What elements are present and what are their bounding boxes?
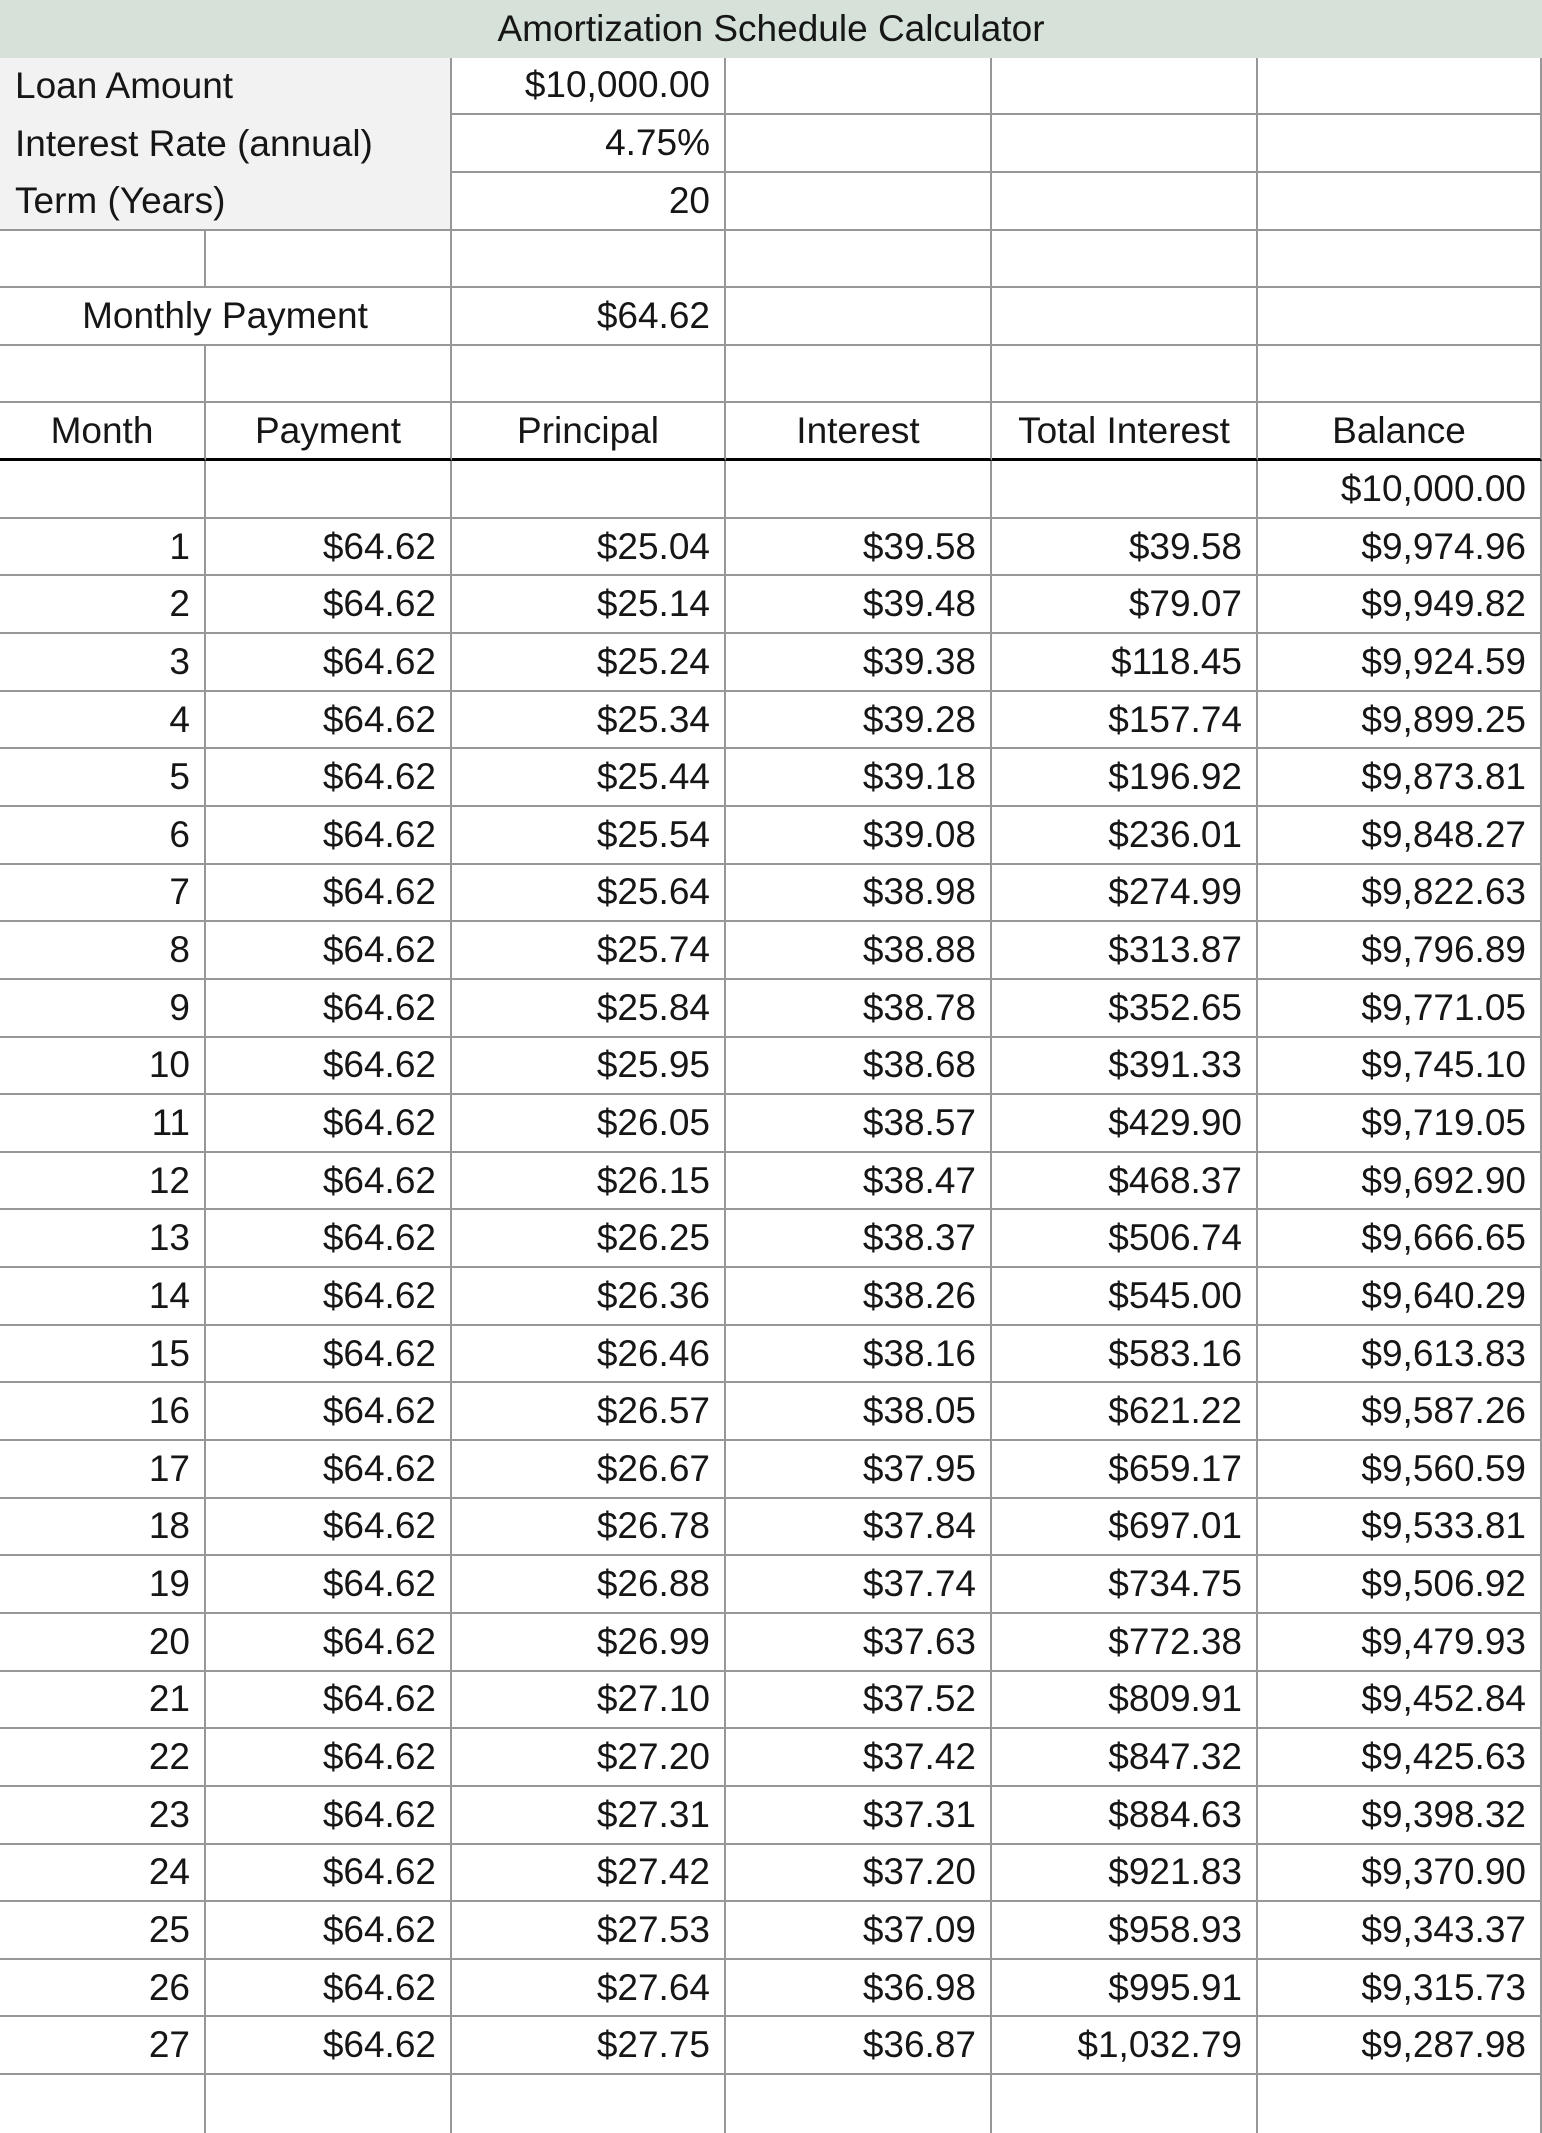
interest-cell: $38.57 [726,1095,992,1153]
empty-cell [992,173,1258,231]
payment-cell: $64.62 [206,1845,452,1903]
table-row [0,1383,1542,1441]
total-interest-cell: $958.93 [992,1902,1258,1960]
interest-cell: $37.84 [726,1499,992,1557]
input-row-term [0,173,1542,231]
empty-cell [0,2075,206,2133]
balance-cell: $9,745.10 [1258,1038,1542,1096]
table-header-row [0,403,1542,461]
month-cell: 5 [0,749,206,807]
month-cell: 7 [0,865,206,923]
payment-cell: $64.62 [206,634,452,692]
principal-cell: $25.14 [452,576,726,634]
total-interest-cell: $352.65 [992,980,1258,1038]
month-cell: 13 [0,1210,206,1268]
empty-cell [206,2075,452,2133]
payment-cell: $64.62 [206,1095,452,1153]
loan-amount-label: Loan Amount [0,58,452,116]
month-cell: 14 [0,1268,206,1326]
empty-cell [726,288,992,346]
month-cell: 16 [0,1383,206,1441]
total-interest-cell: $196.92 [992,749,1258,807]
payment-cell: $64.62 [206,1729,452,1787]
payment-cell: $64.62 [206,1672,452,1730]
total-interest-cell: $118.45 [992,634,1258,692]
total-interest-cell: $734.75 [992,1556,1258,1614]
page-title: Amortization Schedule Calculator [0,0,1542,58]
balance-cell: $9,343.37 [1258,1902,1542,1960]
payment-cell: $64.62 [206,1268,452,1326]
empty-cell [206,461,452,519]
table-row [0,1672,1542,1730]
interest-cell: $38.78 [726,980,992,1038]
balance-cell: $9,771.05 [1258,980,1542,1038]
empty-cell [1258,58,1542,116]
spacer-row [0,231,1542,289]
empty-cell [1258,231,1542,289]
table-row [0,1038,1542,1096]
month-cell: 2 [0,576,206,634]
empty-cell [1258,2075,1542,2133]
interest-cell: $36.98 [726,1960,992,2018]
total-interest-cell: $659.17 [992,1441,1258,1499]
payment-cell: $64.62 [206,519,452,577]
balance-cell: $9,315.73 [1258,1960,1542,2018]
payment-cell: $64.62 [206,1787,452,1845]
table-row [0,519,1542,577]
balance-cell: $9,370.90 [1258,1845,1542,1903]
balance-cell: $9,666.65 [1258,1210,1542,1268]
column-header-month: Month [0,403,206,461]
empty-cell [0,231,206,289]
empty-cell [452,346,726,404]
total-interest-cell: $79.07 [992,576,1258,634]
payment-cell: $64.62 [206,1153,452,1211]
monthly-payment-label: Monthly Payment [0,288,452,346]
month-cell: 12 [0,1153,206,1211]
interest-cell: $38.16 [726,1326,992,1384]
principal-cell: $26.57 [452,1383,726,1441]
empty-cell [726,346,992,404]
payment-cell: $64.62 [206,749,452,807]
monthly-payment-row [0,288,1542,346]
loan-amount-value[interactable]: $10,000.00 [452,58,726,116]
month-cell: 11 [0,1095,206,1153]
payment-cell: $64.62 [206,865,452,923]
payment-cell: $64.62 [206,1960,452,2018]
empty-cell [452,461,726,519]
balance-cell: $9,848.27 [1258,807,1542,865]
month-cell: 4 [0,692,206,750]
column-header-balance: Balance [1258,403,1542,461]
empty-cell [726,231,992,289]
principal-cell: $25.84 [452,980,726,1038]
balance-cell: $9,692.90 [1258,1153,1542,1211]
column-header-payment: Payment [206,403,452,461]
total-interest-cell: $583.16 [992,1326,1258,1384]
title-row [0,0,1542,58]
balance-cell: $9,974.96 [1258,519,1542,577]
principal-cell: $26.99 [452,1614,726,1672]
total-interest-cell: $697.01 [992,1499,1258,1557]
balance-cell: $9,587.26 [1258,1383,1542,1441]
balance-cell: $9,640.29 [1258,1268,1542,1326]
table-row [0,865,1542,923]
principal-cell: $26.78 [452,1499,726,1557]
total-interest-cell: $506.74 [992,1210,1258,1268]
payment-cell: $64.62 [206,922,452,980]
empty-cell [452,2075,726,2133]
interest-cell: $38.88 [726,922,992,980]
principal-cell: $26.88 [452,1556,726,1614]
month-cell: 19 [0,1556,206,1614]
payment-cell: $64.62 [206,1499,452,1557]
table-row [0,749,1542,807]
table-row [0,1499,1542,1557]
table-row [0,1153,1542,1211]
total-interest-cell: $236.01 [992,807,1258,865]
principal-cell: $26.36 [452,1268,726,1326]
total-interest-cell: $274.99 [992,865,1258,923]
principal-cell: $25.95 [452,1038,726,1096]
balance-cell: $9,613.83 [1258,1326,1542,1384]
empty-cell [992,346,1258,404]
table-row [0,1960,1542,2018]
balance-cell: $9,533.81 [1258,1499,1542,1557]
month-cell: 25 [0,1902,206,1960]
payment-cell: $64.62 [206,1038,452,1096]
month-cell: 17 [0,1441,206,1499]
payment-cell: $64.62 [206,1210,452,1268]
interest-cell: $37.20 [726,1845,992,1903]
total-interest-cell: $39.58 [992,519,1258,577]
month-cell: 20 [0,1614,206,1672]
month-cell: 23 [0,1787,206,1845]
table-row [0,1095,1542,1153]
interest-cell: $37.95 [726,1441,992,1499]
table-row [0,1441,1542,1499]
table-row [0,1210,1542,1268]
empty-cell [726,58,992,116]
total-interest-cell: $772.38 [992,1614,1258,1672]
empty-cell [726,2075,992,2133]
table-row [0,1729,1542,1787]
column-header-principal: Principal [452,403,726,461]
interest-cell: $38.05 [726,1383,992,1441]
principal-cell: $27.20 [452,1729,726,1787]
interest-cell: $39.28 [726,692,992,750]
payment-cell: $64.62 [206,807,452,865]
total-interest-cell: $157.74 [992,692,1258,750]
empty-cell [1258,346,1542,404]
payment-cell: $64.62 [206,1902,452,1960]
principal-cell: $27.75 [452,2017,726,2075]
balance-cell: $9,924.59 [1258,634,1542,692]
column-header-interest: Interest [726,403,992,461]
payment-cell: $64.62 [206,2017,452,2075]
term-label: Term (Years) [0,173,452,231]
interest-cell: $38.26 [726,1268,992,1326]
month-cell: 18 [0,1499,206,1557]
principal-cell: $25.04 [452,519,726,577]
principal-cell: $25.64 [452,865,726,923]
empty-cell [0,461,206,519]
principal-cell: $27.42 [452,1845,726,1903]
empty-cell [206,231,452,289]
table-row [0,1556,1542,1614]
total-interest-cell: $884.63 [992,1787,1258,1845]
empty-cell [1258,115,1542,173]
principal-cell: $25.74 [452,922,726,980]
empty-cell [1258,173,1542,231]
table-row [0,1614,1542,1672]
interest-cell: $39.18 [726,749,992,807]
balance-cell: $9,560.59 [1258,1441,1542,1499]
total-interest-cell: $809.91 [992,1672,1258,1730]
payment-cell: $64.62 [206,576,452,634]
table-row [0,1326,1542,1384]
month-cell: 21 [0,1672,206,1730]
interest-cell: $39.48 [726,576,992,634]
principal-cell: $26.05 [452,1095,726,1153]
interest-cell: $37.31 [726,1787,992,1845]
table-row [0,634,1542,692]
interest-cell: $38.37 [726,1210,992,1268]
monthly-payment-value: $64.62 [452,288,726,346]
principal-cell: $27.31 [452,1787,726,1845]
total-interest-cell: $313.87 [992,922,1258,980]
empty-cell [992,115,1258,173]
total-interest-cell: $391.33 [992,1038,1258,1096]
payment-cell: $64.62 [206,1326,452,1384]
empty-cell [992,2075,1258,2133]
table-row [0,1268,1542,1326]
balance-cell: $9,479.93 [1258,1614,1542,1672]
principal-cell: $26.15 [452,1153,726,1211]
total-interest-cell: $468.37 [992,1153,1258,1211]
principal-cell: $26.67 [452,1441,726,1499]
payment-cell: $64.62 [206,980,452,1038]
principal-cell: $26.46 [452,1326,726,1384]
total-interest-cell: $995.91 [992,1960,1258,2018]
month-cell: 22 [0,1729,206,1787]
partial-row [0,2075,1542,2133]
month-cell: 9 [0,980,206,1038]
table-row [0,1787,1542,1845]
starting-balance-value: $10,000.00 [1258,461,1542,519]
interest-cell: $37.09 [726,1902,992,1960]
payment-cell: $64.62 [206,1383,452,1441]
empty-cell [726,173,992,231]
month-cell: 8 [0,922,206,980]
balance-cell: $9,398.32 [1258,1787,1542,1845]
empty-cell [992,288,1258,346]
interest-cell: $37.42 [726,1729,992,1787]
interest-cell: $38.98 [726,865,992,923]
empty-cell [726,461,992,519]
table-row [0,922,1542,980]
interest-rate-value[interactable]: 4.75% [452,115,726,173]
balance-cell: $9,425.63 [1258,1729,1542,1787]
table-row [0,980,1542,1038]
balance-cell: $9,506.92 [1258,1556,1542,1614]
input-row-loan-amount [0,58,1542,116]
month-cell: 3 [0,634,206,692]
total-interest-cell: $545.00 [992,1268,1258,1326]
column-header-total-interest: Total Interest [992,403,1258,461]
term-value[interactable]: 20 [452,173,726,231]
total-interest-cell: $1,032.79 [992,2017,1258,2075]
balance-cell: $9,796.89 [1258,922,1542,980]
schedule-rows [0,519,1542,2075]
principal-cell: $27.10 [452,1672,726,1730]
month-cell: 24 [0,1845,206,1903]
table-row [0,692,1542,750]
principal-cell: $27.53 [452,1902,726,1960]
month-cell: 6 [0,807,206,865]
principal-cell: $25.54 [452,807,726,865]
balance-cell: $9,452.84 [1258,1672,1542,1730]
spacer-row [0,346,1542,404]
interest-rate-label: Interest Rate (annual) [0,115,452,173]
balance-cell: $9,899.25 [1258,692,1542,750]
interest-cell: $37.52 [726,1672,992,1730]
input-row-interest-rate [0,115,1542,173]
balance-cell: $9,873.81 [1258,749,1542,807]
table-row [0,576,1542,634]
payment-cell: $64.62 [206,692,452,750]
month-cell: 27 [0,2017,206,2075]
principal-cell: $26.25 [452,1210,726,1268]
empty-cell [726,115,992,173]
month-cell: 15 [0,1326,206,1384]
interest-cell: $39.08 [726,807,992,865]
interest-cell: $38.68 [726,1038,992,1096]
total-interest-cell: $921.83 [992,1845,1258,1903]
principal-cell: $25.44 [452,749,726,807]
interest-cell: $38.47 [726,1153,992,1211]
balance-cell: $9,822.63 [1258,865,1542,923]
interest-cell: $39.38 [726,634,992,692]
empty-cell [992,231,1258,289]
table-row [0,807,1542,865]
total-interest-cell: $847.32 [992,1729,1258,1787]
empty-cell [0,346,206,404]
balance-cell: $9,949.82 [1258,576,1542,634]
empty-cell [206,346,452,404]
table-row [0,1902,1542,1960]
month-cell: 10 [0,1038,206,1096]
principal-cell: $27.64 [452,1960,726,2018]
principal-cell: $25.24 [452,634,726,692]
principal-cell: $25.34 [452,692,726,750]
empty-cell [452,231,726,289]
table-row [0,1845,1542,1903]
empty-cell [992,58,1258,116]
total-interest-cell: $621.22 [992,1383,1258,1441]
balance-cell: $9,287.98 [1258,2017,1542,2075]
total-interest-cell: $429.90 [992,1095,1258,1153]
payment-cell: $64.62 [206,1614,452,1672]
interest-cell: $36.87 [726,2017,992,2075]
payment-cell: $64.62 [206,1441,452,1499]
table-row [0,2017,1542,2075]
interest-cell: $37.63 [726,1614,992,1672]
interest-cell: $39.58 [726,519,992,577]
month-cell: 26 [0,1960,206,2018]
empty-cell [1258,288,1542,346]
balance-cell: $9,719.05 [1258,1095,1542,1153]
interest-cell: $37.74 [726,1556,992,1614]
empty-cell [992,461,1258,519]
payment-cell: $64.62 [206,1556,452,1614]
starting-balance-row [0,461,1542,519]
month-cell: 1 [0,519,206,577]
